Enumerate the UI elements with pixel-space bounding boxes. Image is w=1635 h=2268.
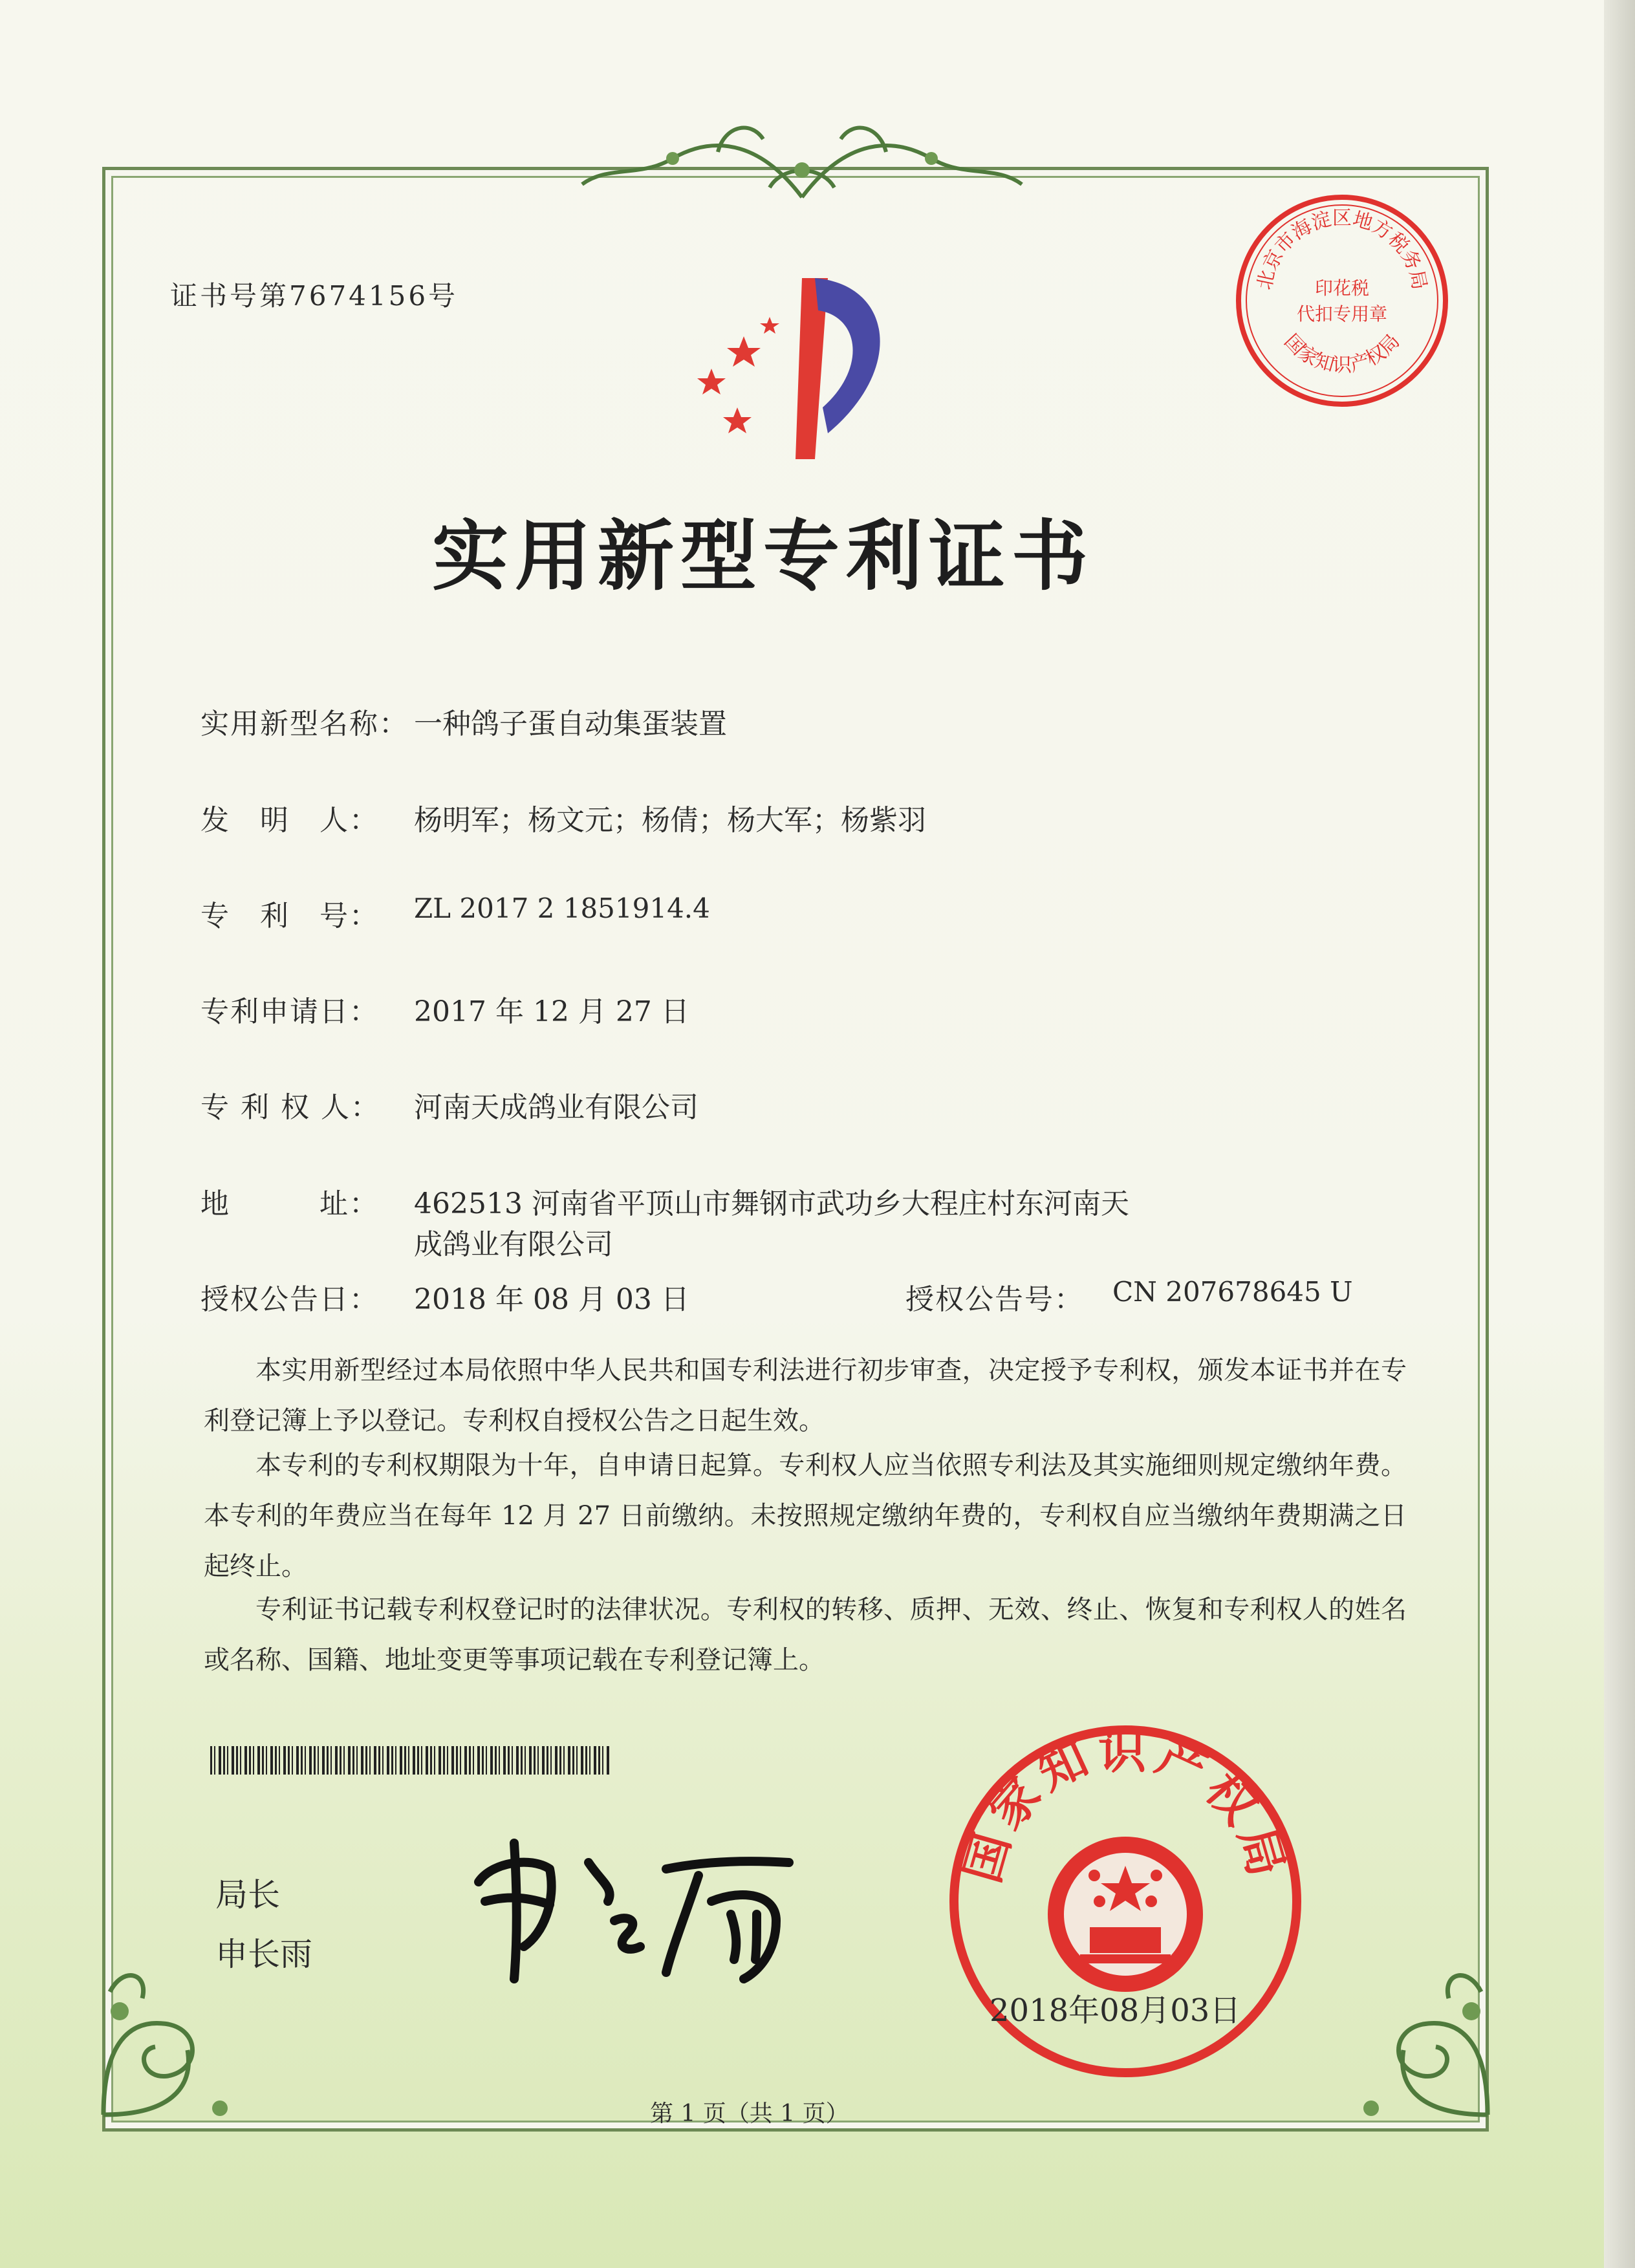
bottom-right-ornament-icon bbox=[1306, 1914, 1500, 2128]
scan-edge bbox=[1604, 0, 1635, 2268]
tax-stamp-center-2: 代扣专用章 bbox=[1296, 303, 1388, 325]
tax-stamp-ring-text: 北京市海淀区地方税务局 bbox=[1253, 207, 1431, 292]
director-name: 申长雨 bbox=[215, 1936, 312, 1973]
paragraph-3: 专利证书记载专利权登记时的法律状况。专利权的转移、质押、无效、终止、恢复和专利权人的姓名或名称、国籍、地址变更等事项记载在专利登记簿上。 bbox=[204, 1595, 1407, 1675]
tax-stamp-icon bbox=[1229, 188, 1455, 414]
grant-no-label: 授权公告号： bbox=[905, 1283, 1084, 1316]
top-ornament-icon bbox=[556, 120, 1048, 204]
seal-ring-text: 国家知识产权局 bbox=[954, 1723, 1297, 1889]
inventor-label: 发 明 人： bbox=[200, 804, 379, 837]
grant-date-value: 2018 年 08 月 03 日 bbox=[414, 1283, 689, 1316]
name-label: 实用新型名称： bbox=[200, 707, 409, 740]
address-line-1: 462513 河南省平顶山市舞钢市武功乡大程庄村东河南天 bbox=[414, 1187, 1129, 1220]
inventor-value: 杨明军；杨文元；杨倩；杨大军；杨紫羽 bbox=[414, 804, 926, 837]
address-line-2: 成鸽业有限公司 bbox=[414, 1228, 613, 1261]
patent-no-label: 专 利 号： bbox=[200, 900, 379, 933]
paragraph-1: 本实用新型经过本局依照中华人民共和国专利法进行初步审查，决定授予专利权，颁发本证书并在专利登记簿上予以登记。专利权自授权公告之日起生效。 bbox=[204, 1355, 1407, 1436]
svg-text:国家知识产权局 bbox=[1280, 330, 1405, 376]
patentee-value: 河南天成鸽业有限公司 bbox=[414, 1091, 698, 1124]
signature-icon bbox=[453, 1824, 815, 1992]
barcode bbox=[210, 1746, 610, 1775]
patentee-label: 专 利 权 人： bbox=[200, 1091, 380, 1124]
grant-no-value: CN 207678645 U bbox=[1112, 1276, 1353, 1308]
patent-office-logo-icon bbox=[673, 272, 918, 466]
director-title: 局长 bbox=[215, 1876, 280, 1914]
patent-no-value: ZL 2017 2 1851914.4 bbox=[414, 892, 710, 924]
page-footer: 第 1 页（共 1 页） bbox=[650, 2101, 849, 2127]
tax-stamp-bottom-text: 国家知识产权局 bbox=[1279, 330, 1405, 377]
grant-date-label: 授权公告日： bbox=[200, 1283, 379, 1316]
stamp-date: 2018年08月03日 bbox=[990, 1993, 1241, 2029]
application-date-label: 专利申请日： bbox=[200, 995, 379, 1028]
name-value: 一种鸽子蛋自动集蛋装置 bbox=[414, 707, 727, 740]
address-label: 地 址： bbox=[200, 1187, 379, 1220]
certificate-number: 证书号第7674156号 bbox=[170, 280, 459, 312]
paragraph-2: 本专利的专利权期限为十年，自申请日起算。专利权人应当依照专利法及其实施细则规定缴纳年费。本专利的年费应当在每年 12 月 27 日前缴纳。未按照规定缴纳年费的，专利权自应当缴纳年费期满之日起终止。 bbox=[204, 1451, 1407, 1581]
tax-stamp-center-1: 印花税 bbox=[1314, 277, 1370, 299]
certificate-title: 实用新型专利证书 bbox=[432, 511, 1095, 601]
application-date-value: 2017 年 12 月 27 日 bbox=[414, 995, 689, 1028]
